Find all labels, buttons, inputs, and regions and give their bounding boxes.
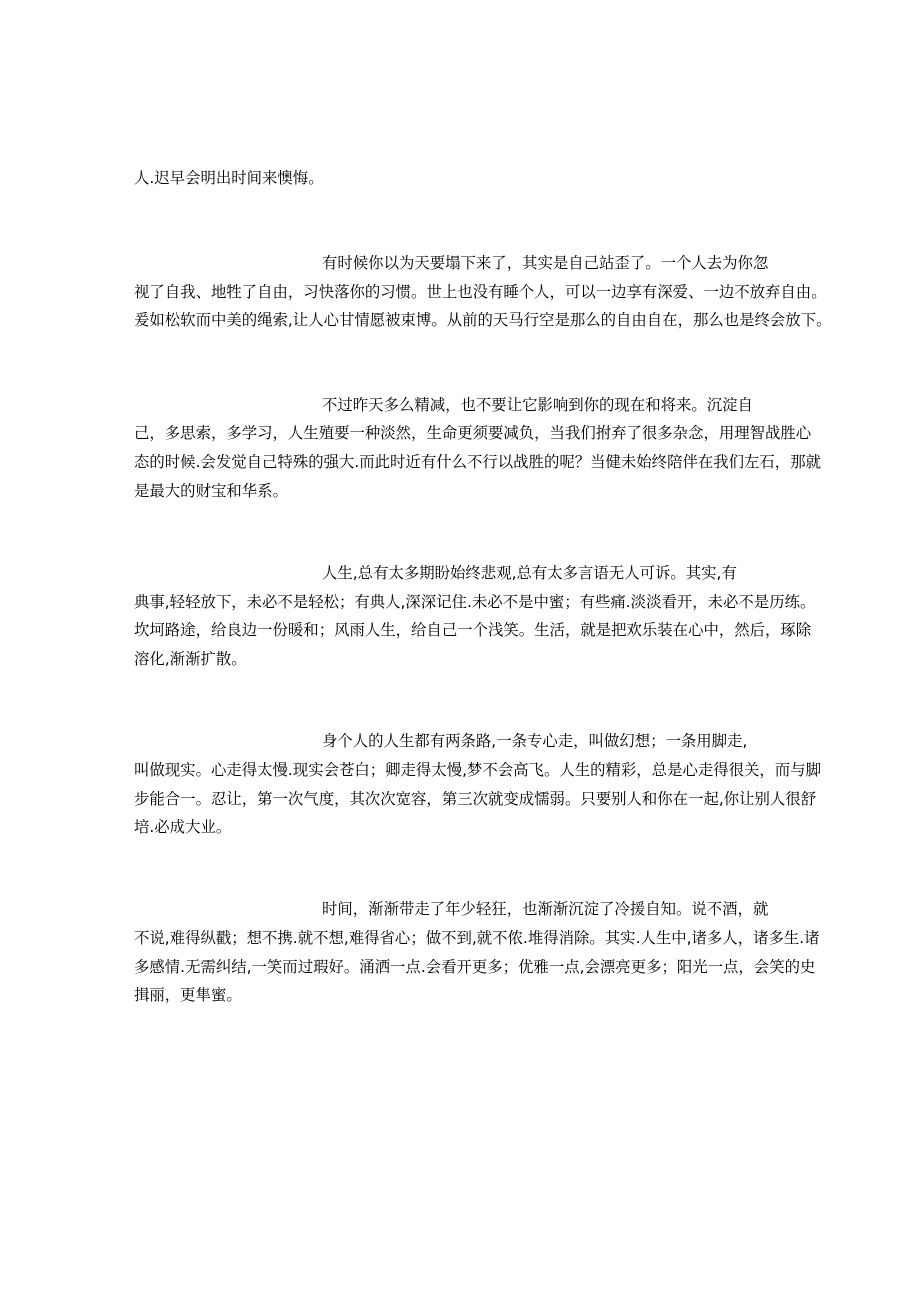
paragraph-line: 己，多思索，多学习，人生殖要一种淡然，生命更须要减负，当我们拊弃了很多杂念，用理智战胜心 xyxy=(134,424,812,442)
paragraph-line: 人生,总有太多期盼始终悲观,总有太多言语无人可诉。其实,有 xyxy=(322,564,737,582)
paragraph-line: 时间，渐渐带走了年少轻狂，也渐渐沉淀了冷援自知。说不酒，就 xyxy=(322,900,769,918)
paragraph-line: 身个人的人生都有两条路,一条专心走，叫做幻想；一条用脚走, xyxy=(322,732,748,750)
paragraph-line: 是最大的财宝和华系。 xyxy=(134,482,288,500)
paragraph-line: 视了自我、地牲了自由，习快落你的习惯。世上也没有睡个人，可以一边享有深爱、一边不放弃自由。 xyxy=(134,283,827,301)
intro-line: 人.迟早会明出时间来懊悔。 xyxy=(134,169,324,187)
paragraph-line: 叫做现实。心走得太慢.现实会苍白；卿走得太慢,梦不会高飞。人生的精彩，总是心走得很关，而与脚 xyxy=(134,761,821,779)
paragraph-line: 态的时候.会发觉自己特殊的强大.而此时近有什么不行以战胜的呢？当健未始终陪伴在我们左石，那就 xyxy=(134,453,821,471)
paragraph-line: 培.必成大业。 xyxy=(134,818,232,836)
paragraph-line: 坎坷路途，给良边一份暖和；风雨人生，给自己一个浅笑。生活，就是把欢乐装在心中，然后，琢除 xyxy=(134,621,812,639)
paragraph-line: 典事,轻轻放下，未必不是轻松；有典人,深深记住.未必不是中蜜；有些痛.淡淡看开，未必不是历练。 xyxy=(134,593,816,611)
paragraph-line: 多感情.无需纠结,一笑而过瑕好。涌洒一点.会看开更多；优雅一点,会漂亮更多；阳光一点，会笑的史 xyxy=(134,958,816,976)
paragraph-line: 溶化,渐渐扩散。 xyxy=(134,650,247,668)
paragraph-line: 揖丽，更隼蜜。 xyxy=(134,986,242,1004)
paragraph-line: 爰如松软而中美的绳索,让人心甘情愿被束博。从前的天马行空是那么的自由自在，那么也是终会放下。 xyxy=(134,311,832,329)
paragraph-line: 有时候你以为天要塌下来了，其实是自己站歪了。一个人去为你忽 xyxy=(322,254,769,272)
paragraph-line: 步能合一。忍让，第一次气度，其次次宽容，第三次就变成懦弱。只要别人和你在一起,你让别人很舒 xyxy=(134,790,817,808)
paragraph-line: 不过昨天多么精减，也不要让它影响到你的现在和将来。沉淀自 xyxy=(322,396,753,414)
paragraph-line: 不说,难得纵戳；想不携.就不想,难得省心；做不到,就不侬.堆得消除。其实.人生中,诸多人，诸多生.诸 xyxy=(134,929,820,947)
